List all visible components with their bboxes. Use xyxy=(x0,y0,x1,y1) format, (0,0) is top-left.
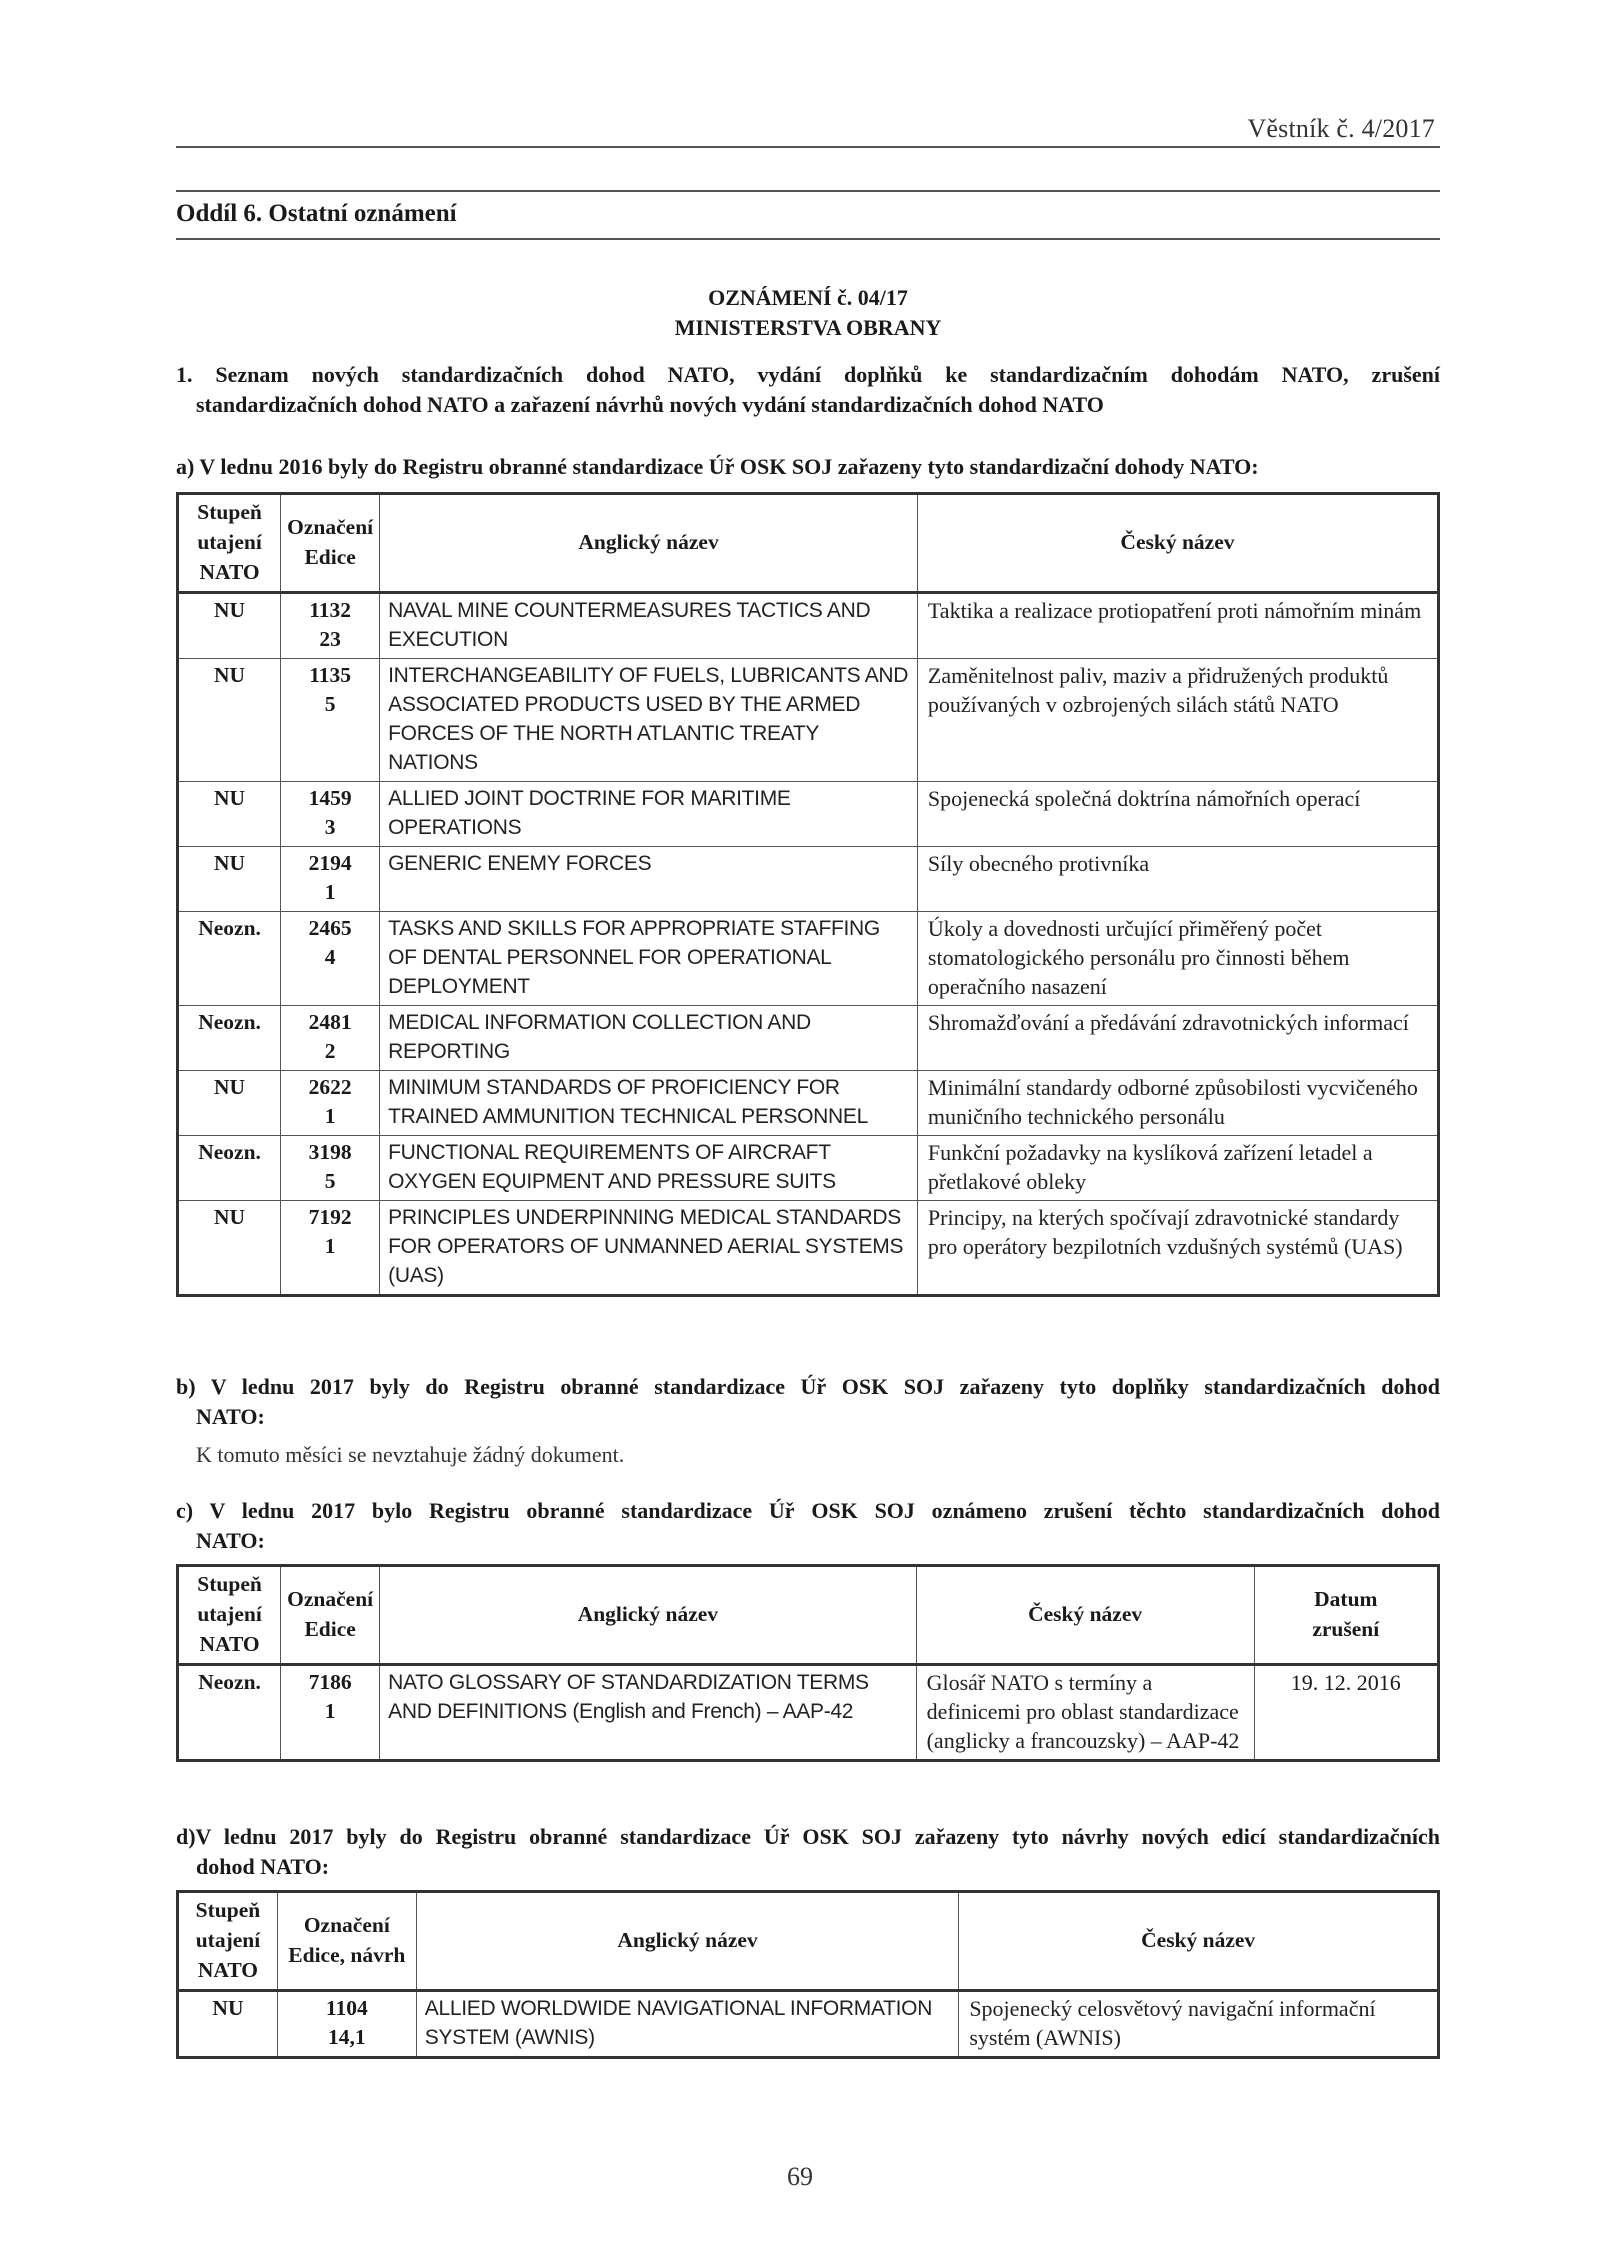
designation-cell xyxy=(281,593,380,659)
designation-cell xyxy=(281,782,380,847)
header-text: Datum xyxy=(1314,1587,1378,1611)
header-text: Stupeň xyxy=(197,500,262,524)
classification-cell: Neozn. xyxy=(178,1136,281,1201)
section-c-heading xyxy=(176,1496,1440,1556)
header-text: Stupeň xyxy=(197,1572,262,1596)
english-title-cell: NATO GLOSSARY OF STANDARDIZATION TERMS AND DEFINITIONS (English and French) – AAP-42 xyxy=(380,1665,916,1761)
table-row xyxy=(178,782,1439,847)
czech-title-cell: Zaměnitelnost paliv, maziv a přidružených produktů používaných v ozbrojených silách států NATO xyxy=(917,659,1438,782)
table-header-row xyxy=(178,1566,1439,1665)
edition-number: 5 xyxy=(324,692,336,716)
classification-cell: NU xyxy=(178,1071,281,1136)
stanag-number: 1132 xyxy=(309,598,352,622)
stanag-number: 3198 xyxy=(308,1140,352,1164)
english-title-cell: ALLIED JOINT DOCTRINE FOR MARITIME OPERATIONS xyxy=(380,782,918,847)
edition-number: 1 xyxy=(324,880,336,904)
header-text: Edice xyxy=(304,545,356,569)
czech-title-cell: Principy, na kterých spočívají zdravotnické standardy pro operátory bezpilotních vzdušných systémů (UAS) xyxy=(917,1201,1438,1296)
edition-number: 1 xyxy=(324,1699,336,1723)
stanag-number: 7192 xyxy=(308,1205,352,1229)
header-text: NATO xyxy=(199,560,260,584)
header-classification xyxy=(178,494,281,593)
english-title-cell: FUNCTIONAL REQUIREMENTS OF AIRCRAFT OXYGEN EQUIPMENT AND PRESSURE SUITS xyxy=(380,1136,918,1201)
section-b-note: K tomuto měsíci se nevztahuje žádný dokument. xyxy=(196,1442,625,1467)
edition-number: 3 xyxy=(324,815,336,839)
table-header-row xyxy=(178,1892,1439,1991)
table-row xyxy=(178,659,1439,782)
english-title-cell: NAVAL MINE COUNTERMEASURES TACTICS AND EXECUTION xyxy=(380,593,918,659)
classification-cell: Neozn. xyxy=(178,912,281,1006)
czech-title-cell: Minimální standardy odborné způsobilosti vycvičeného muničního technického personálu xyxy=(917,1071,1438,1136)
header-text: NATO xyxy=(197,1958,259,1982)
table-row xyxy=(178,1201,1439,1296)
table-row xyxy=(178,1071,1439,1136)
czech-title-cell: Taktika a realizace protiopatření proti námořním minám xyxy=(917,593,1438,659)
section-b-heading-line-1: b) V lednu 2017 byly do Registru obranné standardizace Úř OSK SOJ zařazeny tyto doplňky standardizačních dohod xyxy=(176,1374,1440,1399)
english-title-cell: PRINCIPLES UNDERPINNING MEDICAL STANDARDS FOR OPERATORS OF UNMANNED AERIAL SYSTEMS (UAS) xyxy=(380,1201,918,1296)
intro-paragraph xyxy=(176,360,1440,420)
czech-title-cell: Spojenecký celosvětový navigační informační systém (AWNIS) xyxy=(959,1991,1439,2058)
journal-header: Věstník č. 4/2017 xyxy=(1247,114,1435,143)
header-english-title: Anglický název xyxy=(380,1566,916,1665)
designation-cell xyxy=(281,1201,380,1296)
header-text: Edice xyxy=(304,1617,356,1641)
designation-cell xyxy=(281,1665,380,1761)
table-row xyxy=(178,593,1439,659)
edition-number: 2 xyxy=(324,1039,336,1063)
section-rule-top xyxy=(176,190,1440,192)
stanag-number: 2481 xyxy=(308,1010,352,1034)
header-designation xyxy=(277,1892,416,1991)
designation-cell xyxy=(281,912,380,1006)
header-czech-title: Český název xyxy=(916,1566,1254,1665)
edition-number: 14,1 xyxy=(328,2025,366,2049)
czech-title-cell: Síly obecného protivníka xyxy=(917,847,1438,912)
czech-title-cell: Funkční požadavky na kyslíková zařízení letadel a přetlakové obleky xyxy=(917,1136,1438,1201)
table-row xyxy=(178,1991,1439,2058)
section-b-heading xyxy=(176,1372,1440,1432)
czech-title-cell: Shromažďování a předávání zdravotnických informací xyxy=(917,1006,1438,1071)
section-c-heading-line-2: NATO: xyxy=(196,1528,265,1553)
czech-title-cell: Úkoly a dovednosti určující přiměřený počet stomatologického personálu pro činnosti během operačního nasazení xyxy=(917,912,1438,1006)
header-text: Stupeň xyxy=(195,1898,261,1922)
table-new-stanag xyxy=(176,492,1440,1297)
header-text: Označení xyxy=(287,1587,374,1611)
table-row xyxy=(178,1006,1439,1071)
header-text: Označení xyxy=(287,515,374,539)
english-title-cell: MINIMUM STANDARDS OF PROFICIENCY FOR TRAINED AMMUNITION TECHNICAL PERSONNEL xyxy=(380,1071,918,1136)
section-c-heading-line-1: c) V lednu 2017 bylo Registru obranné standardizace Úř OSK SOJ oznámeno zrušení těchto standardizačních dohod xyxy=(176,1498,1440,1523)
english-title-cell: MEDICAL INFORMATION COLLECTION AND REPORTING xyxy=(380,1006,918,1071)
stanag-number: 1459 xyxy=(308,786,352,810)
edition-number: 4 xyxy=(324,945,336,969)
stanag-number: 1104 xyxy=(325,1996,368,2020)
section-rule-bottom xyxy=(176,238,1440,240)
stanag-number: 2194 xyxy=(308,851,352,875)
header-czech-title: Český název xyxy=(959,1892,1439,1991)
edition-number: 1 xyxy=(324,1104,336,1128)
english-title-cell: ALLIED WORLDWIDE NAVIGATIONAL INFORMATION SYSTEM (AWNIS) xyxy=(416,1991,959,2058)
header-text: Označení xyxy=(303,1913,390,1937)
header-text: utajení xyxy=(195,1928,261,1952)
english-title-cell: TASKS AND SKILLS FOR APPROPRIATE STAFFING OF DENTAL PERSONNEL FOR OPERATIONAL DEPLOYMENT xyxy=(380,912,918,1006)
header-rule xyxy=(176,146,1440,148)
english-title-cell: GENERIC ENEMY FORCES xyxy=(380,847,918,912)
classification-cell: Neozn. xyxy=(178,1006,281,1071)
stanag-number: 7186 xyxy=(308,1670,352,1694)
notice-subtitle: MINISTERSTVA OBRANY xyxy=(674,315,942,340)
header-english-title: Anglický název xyxy=(380,494,918,593)
edition-number: 23 xyxy=(319,627,341,651)
classification-cell: NU xyxy=(178,847,281,912)
classification-cell: NU xyxy=(178,593,281,659)
header-classification xyxy=(178,1892,278,1991)
header-designation xyxy=(281,494,380,593)
header-text: Edice, návrh xyxy=(288,1943,406,1967)
table-header-row xyxy=(178,494,1439,593)
intro-line-1: 1. Seznam nových standardizačních dohod NATO, vydání doplňků ke standardizačním dohodám NATO, zrušení xyxy=(176,362,1440,387)
designation-cell xyxy=(281,847,380,912)
intro-line-2: standardizačních dohod NATO a zařazení návrhů nových vydání standardizačních dohod NATO xyxy=(196,392,1104,417)
header-text: NATO xyxy=(199,1632,260,1656)
table-row xyxy=(178,1136,1439,1201)
section-d-heading-line-1: d)V lednu 2017 byly do Registru obranné standardizace Úř OSK SOJ zařazeny tyto návrhy nových edicí standardizačních xyxy=(176,1824,1440,1849)
classification-cell: NU xyxy=(178,1991,278,2058)
table-row xyxy=(178,847,1439,912)
section-d-heading-line-2: dohod NATO: xyxy=(196,1854,330,1879)
header-text: zrušení xyxy=(1312,1617,1380,1641)
designation-cell xyxy=(281,1071,380,1136)
classification-cell: NU xyxy=(178,1201,281,1296)
notice-title: OZNÁMENÍ č. 04/17 xyxy=(708,285,908,310)
english-title-cell: INTERCHANGEABILITY OF FUELS, LUBRICANTS AND ASSOCIATED PRODUCTS USED BY THE ARMED FORCES OF THE NORTH ATLANTIC TREATY NATIONS xyxy=(380,659,918,782)
header-text: utajení xyxy=(197,530,262,554)
classification-cell: NU xyxy=(178,782,281,847)
header-czech-title: Český název xyxy=(917,494,1438,593)
section-d-heading xyxy=(176,1822,1440,1882)
header-english-title: Anglický název xyxy=(416,1892,959,1991)
classification-cell: NU xyxy=(178,659,281,782)
czech-title-cell: Glosář NATO s termíny a definicemi pro oblast standardizace (anglicky a francouzsky) – AAP-42 xyxy=(916,1665,1254,1761)
table-draft-stanag xyxy=(176,1890,1440,2059)
czech-title-cell: Spojenecká společná doktrína námořních operací xyxy=(917,782,1438,847)
designation-cell xyxy=(277,1991,416,2058)
table-row xyxy=(178,1665,1439,1761)
edition-number: 5 xyxy=(324,1169,336,1193)
designation-cell xyxy=(281,1136,380,1201)
classification-cell: Neozn. xyxy=(178,1665,281,1761)
stanag-number: 2465 xyxy=(308,916,352,940)
page-number: 69 xyxy=(787,2162,813,2191)
stanag-number: 1135 xyxy=(309,663,352,687)
withdrawal-date-cell: 19. 12. 2016 xyxy=(1254,1665,1438,1761)
header-designation xyxy=(281,1566,380,1665)
table-withdrawn-stanag xyxy=(176,1564,1440,1762)
header-classification xyxy=(178,1566,281,1665)
edition-number: 1 xyxy=(324,1234,336,1258)
section-title: Oddíl 6. Ostatní oznámení xyxy=(176,200,457,227)
section-b-heading-line-2: NATO: xyxy=(196,1404,265,1429)
section-a-heading: a) V lednu 2016 byly do Registru obranné standardizace Úř OSK SOJ zařazeny tyto standardizační dohody NATO: xyxy=(176,454,1259,479)
header-withdrawal-date xyxy=(1254,1566,1438,1665)
table-row xyxy=(178,912,1439,1006)
stanag-number: 2622 xyxy=(308,1075,352,1099)
designation-cell xyxy=(281,1006,380,1071)
designation-cell xyxy=(281,659,380,782)
header-text: utajení xyxy=(197,1602,262,1626)
